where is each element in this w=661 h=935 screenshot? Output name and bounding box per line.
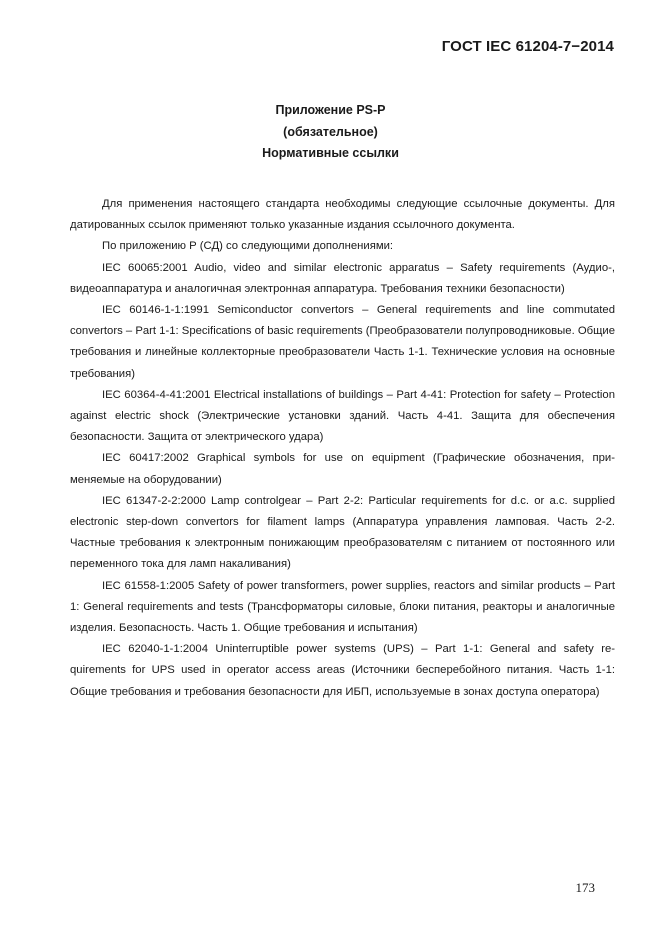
reference-iec-61558-1: IEC 61558-1:2005 Safety of power transformers, power supplies, reactors and similar products – Part 1: General requirements and tests (Трансформаторы силовые, блоки питания, реакторы и аналогичные изделия. Безопасность. Часть 1. Общие требования и испытания) xyxy=(70,579,615,635)
reference-iec-60417: IEC 60417:2002 Graphical symbols for use on equipment (Графические обозначения, применяемые на оборудовании) xyxy=(70,452,615,486)
reference-iec-60364-4-41: IEC 60364-4-41:2001 Electrical installations of buildings – Part 4-41: Protection for safety – Protection against electric shock (Электрические установки зданий. Часть 4-41. Защита для обеспечения безопасности. Защита от электрического удара) xyxy=(70,388,615,444)
page-number: 173 xyxy=(575,880,595,895)
reference-iec-60146-1-1: IEC 60146-1-1:1991 Semiconductor convertors – General requirements and line commutated convertors – Part 1-1: Specifications of basic requirements (Преобразователи полупроводниковые. Общие требования и линейные коллекторные преобразователи Часть 1-1. Технические условия на основные требования) xyxy=(70,304,615,380)
standard-designation: ГОСТ IEC 61204-7−2014 xyxy=(441,38,614,55)
intro-paragraph: Для применения настоящего стандарта необходимы следующие ссылочные документы. Для датированных ссылок применяют только указанные издания ссылочного документа. xyxy=(70,198,615,232)
supplement-note: По приложению Р (СД) со следующими дополнениями: xyxy=(102,240,394,253)
references-body xyxy=(70,194,615,703)
reference-iec-61347-2-2: IEC 61347-2-2:2000 Lamp controlgear – Part 2-2: Particular requirements for d.c. or a.c. supplied electronic step-down convertors for filament lamps (Аппаратура управления ламповая. Часть 2-2. Частные требования к электронным понижающим преобразователям с питанием от постоянного или переменного тока для ламп накаливания) xyxy=(70,494,615,571)
reference-iec-62040-1-1: IEC 62040-1-1:2004 Uninterruptible power systems (UPS) – Part 1-1: General and safety requirements for UPS used in operator access areas (Источники бесперебойного питания. Часть 1-1: Общие требования и требования безопасности для ИБП, используемые в зонах доступа оператора) xyxy=(70,643,615,698)
appendix-status: (обязательное) xyxy=(283,124,378,139)
appendix-label: Приложение PS-P xyxy=(275,103,386,117)
reference-iec-60065: IEC 60065:2001 Audio, video and similar electronic apparatus – Safety requirements (Аудио-, видеоаппаратура и аналогичная электронная аппаратура. Требования техники безопасности) xyxy=(70,261,615,295)
appendix-heading xyxy=(0,100,661,165)
appendix-title: Нормативные ссылки xyxy=(262,146,399,160)
